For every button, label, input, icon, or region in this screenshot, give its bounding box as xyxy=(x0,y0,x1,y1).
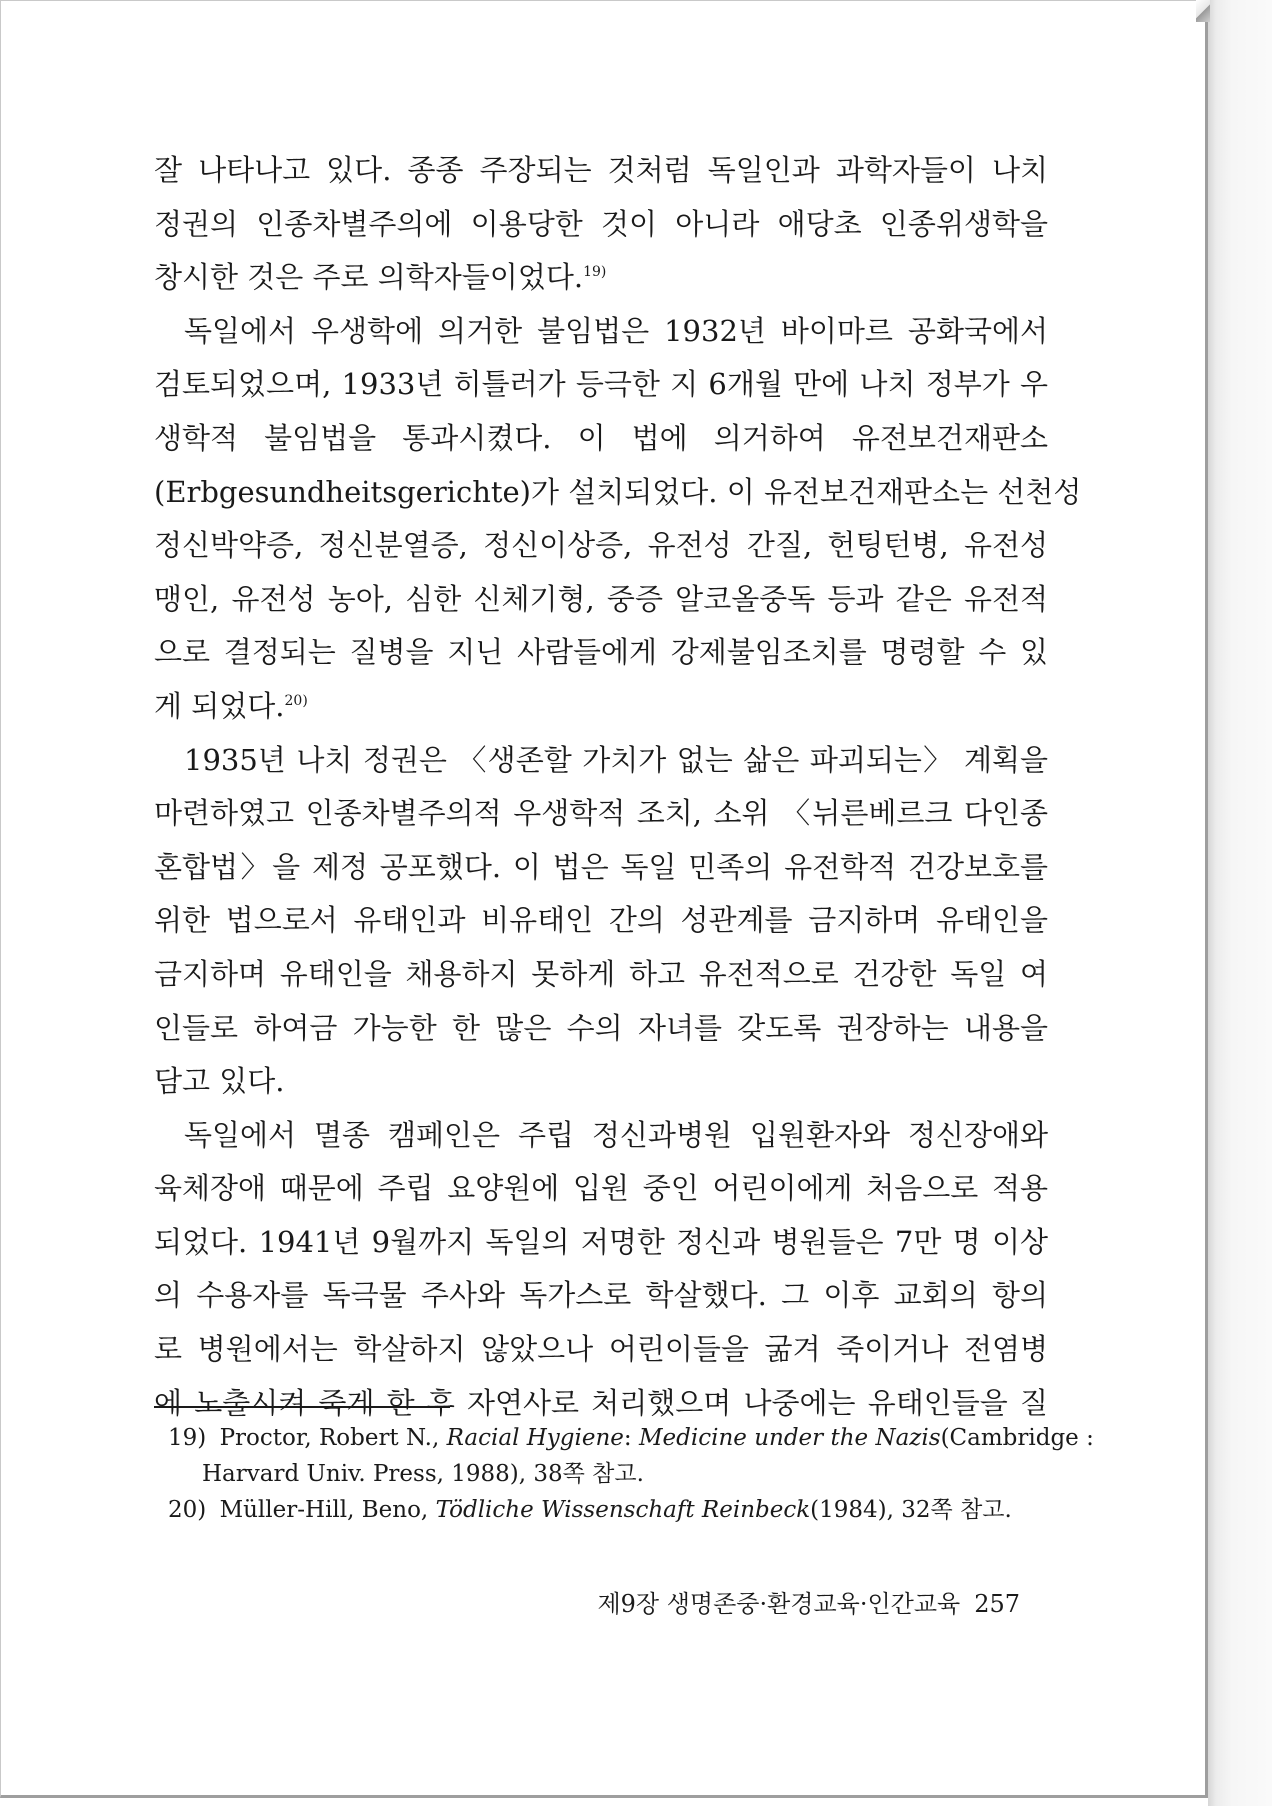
text-line: (Erbgesundheitsgerichte)가 설치되었다. 이 유전보건재판소는 선천성 xyxy=(154,474,1082,509)
footnote-author: Proctor, Robert N., xyxy=(219,1425,440,1451)
page-number: 257 xyxy=(974,1590,1020,1618)
text-line: 잘 나타나고 있다. 종종 주장되는 것처럼 독일인과 과학자들이 나치 xyxy=(154,153,1048,187)
text-line: 육체장애 때문에 주립 요양원에 입원 중인 어린이에게 처음으로 적용 xyxy=(154,1171,1048,1206)
page-corner-fold xyxy=(1196,0,1210,22)
text-line: 정신박약증, 정신분열증, 정신이상증, 유전성 간질, 헌팅턴병, 유전성 xyxy=(154,528,1048,563)
chapter-title: 제9장 생명존중·환경교육·인간교육 xyxy=(597,1590,961,1618)
footnotes xyxy=(168,1420,1094,1528)
body-text xyxy=(154,144,1082,1430)
text-line: 독일에서 멸종 캠페인은 주립 정신과병원 입원환자와 정신장애와 xyxy=(184,1117,1048,1152)
text-line: 되었다. 1941년 9월까지 독일의 저명한 정신과 병원들은 7만 명 이상 xyxy=(154,1224,1048,1259)
footnote-author: Müller-Hill, Beno, xyxy=(219,1497,429,1523)
text-line: 로 병원에서는 학살하지 않았으나 어린이들을 굶겨 죽이거나 전염병 xyxy=(154,1332,1048,1367)
text-line: 위한 법으로서 유태인과 비유태인 간의 성관계를 금지하며 유태인을 xyxy=(154,903,1048,938)
text-line: 생학적 불임법을 통과시켰다. 이 법에 의거하여 유전보건재판소 xyxy=(154,420,1048,455)
text-line xyxy=(154,251,1048,305)
text-line xyxy=(154,680,1048,734)
footnote-20 xyxy=(168,1492,1048,1528)
text-line: 의 수용자를 독극물 주사와 독가스로 학살했다. 그 이후 교회의 항의 xyxy=(154,1278,1048,1313)
text-line: 정권의 인종차별주의에 이용당한 것이 아니라 애당초 인종위생학을 xyxy=(154,206,1048,241)
footnote-subtitle: Medicine under the Nazis xyxy=(638,1425,941,1451)
text-line: 인들로 하여금 가능한 한 많은 수의 자녀를 갖도록 권장하는 내용을 xyxy=(154,1010,1048,1045)
running-footer xyxy=(597,1588,1020,1620)
text-line: 에 노출시켜 죽게 한 후 자연사로 처리했으며 나중에는 유태인들을 질 xyxy=(154,1385,1048,1420)
text-line: 맹인, 유전성 농아, 심한 신체기형, 중증 알코올중독 등과 같은 유전적 xyxy=(154,581,1048,616)
text-line: 혼합법〉을 제정 공포했다. 이 법은 독일 민족의 유전학적 건강보호를 xyxy=(154,849,1048,884)
text-line: 1935년 나치 정권은 〈생존할 가치가 없는 삶은 파괴되는〉 계획을 xyxy=(184,742,1048,777)
footnote-separator: : xyxy=(623,1425,632,1451)
text-line: 금지하며 유태인을 채용하지 못하게 하고 유전적으로 건강한 독일 여 xyxy=(154,956,1048,991)
footnote-title: Tödliche Wissenschaft Reinbeck xyxy=(435,1497,811,1523)
footnote-publisher: (1984), 32쪽 참고. xyxy=(810,1497,1012,1523)
text-line: 으로 결정되는 질병을 지닌 사람들에게 강제불임조치를 명령할 수 있 xyxy=(154,635,1048,670)
text-line: 담고 있다. xyxy=(154,1064,285,1099)
footnote-title: Racial Hygiene xyxy=(446,1425,624,1451)
text-line-content: 창시한 것은 주로 의학자들이었다. xyxy=(154,260,584,295)
text-line-content: 게 되었다. xyxy=(154,688,285,723)
footnote-19-continued: Harvard Univ. Press, 1988), 38쪽 참고. xyxy=(202,1461,644,1487)
text-line: 마련하였고 인종차별주의적 우생학적 조치, 소위 〈뉘른베르크 다인종 xyxy=(154,796,1048,831)
footnote-divider xyxy=(154,1406,450,1408)
text-line: 검토되었으며, 1933년 히틀러가 등극한 지 6개월 만에 나치 정부가 우 xyxy=(154,367,1048,402)
footnote-number: 19) xyxy=(168,1425,207,1451)
text-line: 독일에서 우생학에 의거한 불임법은 1932년 바이마르 공화국에서 xyxy=(184,313,1048,348)
footnote-publisher: (Cambridge : xyxy=(940,1425,1094,1451)
page-gutter xyxy=(1208,0,1272,1806)
footnote-number: 20) xyxy=(168,1497,207,1523)
footnote-19 xyxy=(168,1420,1094,1456)
footnote-reference-19[interactable]: 19) xyxy=(583,264,607,281)
footnote-reference-20[interactable]: 20) xyxy=(284,692,308,709)
